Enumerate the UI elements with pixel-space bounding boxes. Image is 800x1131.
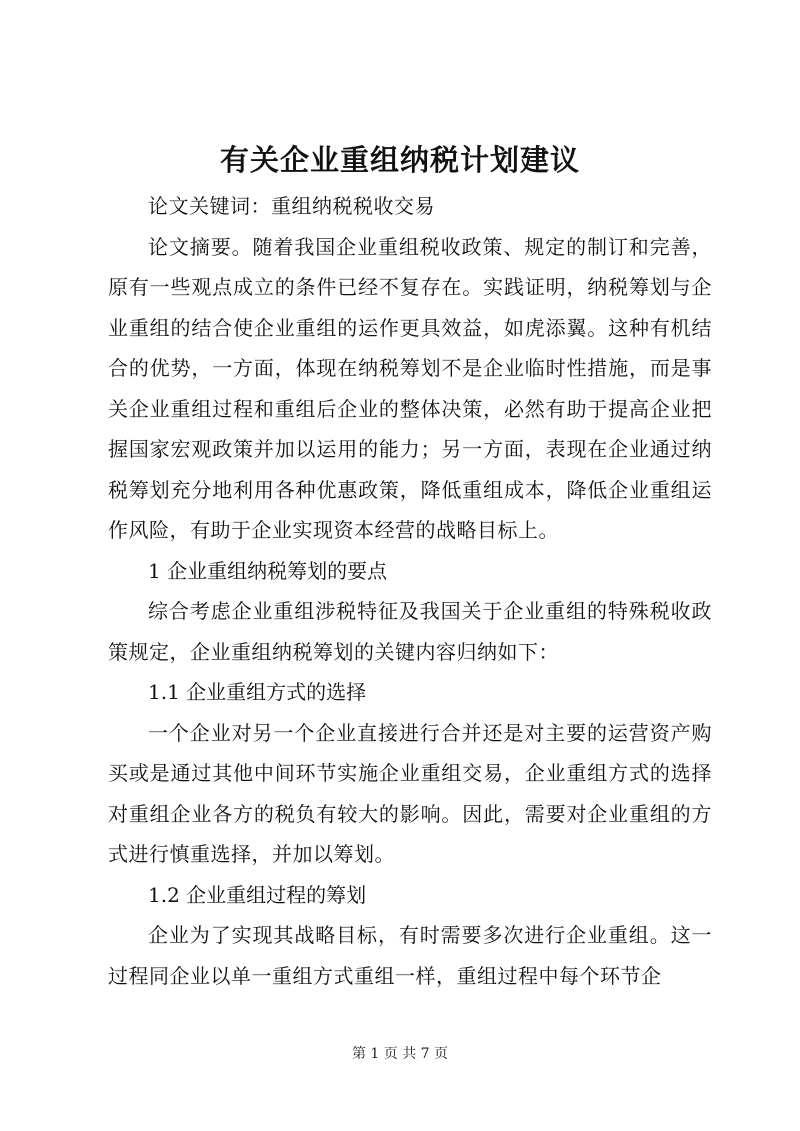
section-heading-1-2: 1.2 企业重组过程的筹划 [148, 882, 367, 907]
section-heading-1-1: 1.1 企业重组方式的选择 [148, 680, 367, 704]
section-1-2-paragraph: 企业为了实现其战略目标，有时需要多次进行企业重组。这一过程同企业以单一重组方式重组一样，重组过程中每个环节企 [108, 923, 712, 988]
page-footer: 第 1 页 共 7 页 [351, 1046, 449, 1062]
section-1-paragraph: 综合考虑企业重组涉税特征及我国关于企业重组的特殊税收政策规定，企业重组纳税筹划的关键内容归纳如下： [108, 599, 712, 664]
section-1-1-paragraph: 一个企业对另一个企业直接进行合并还是对主要的运营资产购买或是通过其他中间环节实施企业重组交易，企业重组方式的选择对重组企业各方的税负有较大的影响。因此，需要对企业重组的方式进行慎重选择，并加以筹划。 [108, 720, 712, 866]
section-heading-1: 1 企业重组纳税筹划的要点 [148, 558, 388, 583]
keywords-paragraph: 论文关键词：重组纳税税收交易 [148, 194, 435, 218]
document-title: 有关企业重组纳税计划建议 [219, 143, 580, 177]
document-body [108, 186, 712, 996]
abstract-paragraph: 论文摘要。随着我国企业重组税收政策、规定的制订和完善，原有一些观点成立的条件已经不复存在。实践证明，纳税筹划与企业重组的结合使企业重组的运作更具效益，如虎添翼。这种有机结合的优势，一方面，体现在纳税筹划不是企业临时性措施，而是事关企业重组过程和重组后企业的整体决策，必然有助于提高企业把握国家宏观政策并加以运用的能力；另一方面，表现在企业通过纳税筹划充分地利用各种优惠政策，降低重组成本，降低企业重组运作风险，有助于企业实现资本经营的战略目标上。 [108, 234, 712, 542]
